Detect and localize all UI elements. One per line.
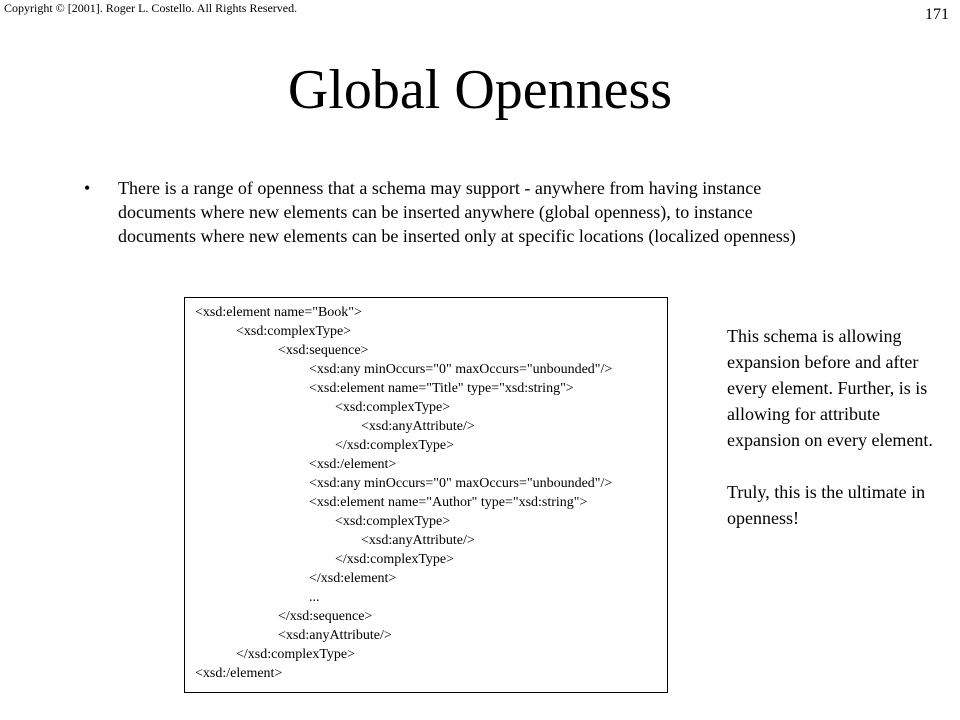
code-line: </xsd:complexType> bbox=[335, 438, 455, 453]
code-line: <xsd:any minOccurs="0" maxOccurs="unbounded"/> bbox=[309, 362, 613, 377]
bullet-item bbox=[84, 176, 824, 248]
code-line: <xsd:/element> bbox=[309, 457, 397, 472]
code-line: <xsd:anyAttribute/> bbox=[361, 419, 475, 434]
code-line: <xsd:anyAttribute/> bbox=[278, 628, 392, 643]
code-line: <xsd:element name="Author" type="xsd:string"> bbox=[309, 495, 588, 510]
code-line: <xsd:element name="Book"> bbox=[195, 305, 362, 320]
code-line: </xsd:complexType> bbox=[335, 552, 455, 567]
code-line: </xsd:sequence> bbox=[278, 609, 373, 624]
code-line: <xsd:complexType> bbox=[236, 324, 352, 339]
side-note bbox=[727, 323, 947, 531]
bullet-marker: • bbox=[84, 178, 91, 198]
side-note-paragraph: This schema is allowing expansion before and after every element. Further, is is allowing for attribute expansion on every element. bbox=[727, 326, 933, 450]
code-line: ... bbox=[309, 590, 320, 605]
code-line: <xsd:complexType> bbox=[335, 514, 451, 529]
bullet-text: There is a range of openness that a schema may support - anywhere from having instance documents where new elements can be inserted anywhere (global openness), to instance documents where new elements can be inserted only at specific locations (localized openness) bbox=[118, 178, 796, 246]
code-line: <xsd:anyAttribute/> bbox=[361, 533, 475, 548]
code-line: <xsd:any minOccurs="0" maxOccurs="unbounded"/> bbox=[309, 476, 613, 491]
code-line: <xsd:element name="Title" type="xsd:string"> bbox=[309, 381, 574, 396]
code-line: </xsd:element> bbox=[309, 571, 397, 586]
code-box bbox=[184, 297, 668, 693]
copyright-notice: Copyright © [2001]. Roger L. Costello. All Rights Reserved. bbox=[4, 1, 298, 15]
code-line: <xsd:sequence> bbox=[278, 343, 369, 358]
code-line: <xsd:complexType> bbox=[335, 400, 451, 415]
slide-title: Global Openness bbox=[287, 59, 673, 121]
code-line: </xsd:complexType> bbox=[236, 647, 356, 662]
page-number: 171 bbox=[925, 6, 949, 23]
side-note-conclusion: Truly, this is the ultimate in openness! bbox=[727, 482, 926, 528]
code-line: <xsd:/element> bbox=[195, 666, 283, 681]
